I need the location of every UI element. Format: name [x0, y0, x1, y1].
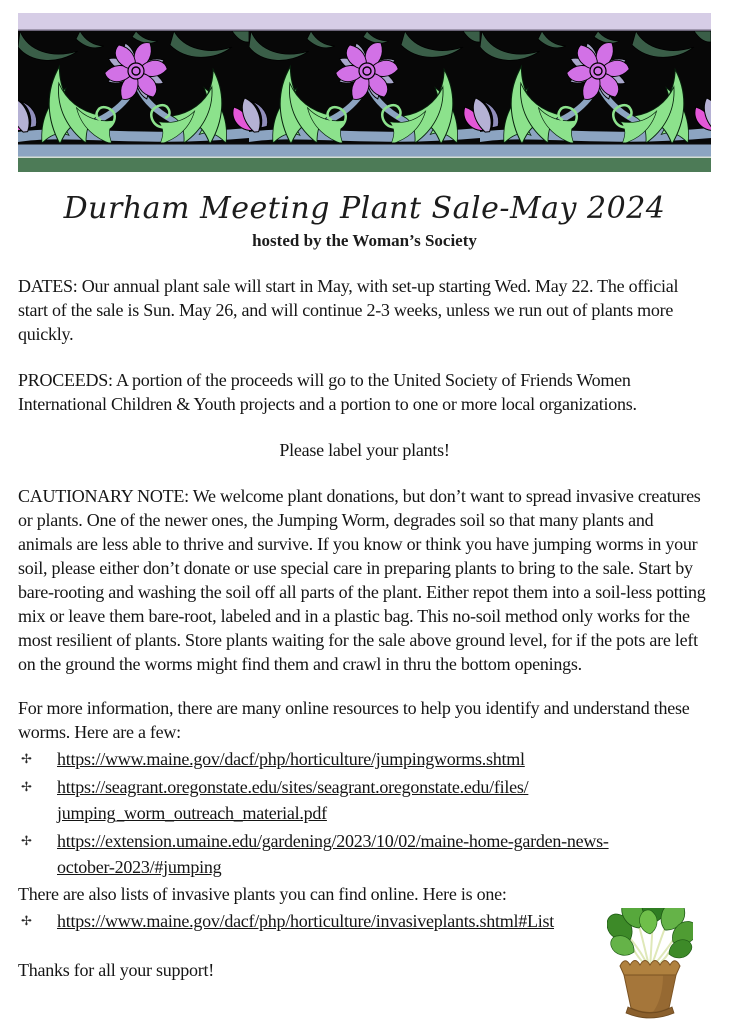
umaine-extension-link[interactable] — [57, 828, 711, 880]
list-item — [18, 746, 711, 772]
worm-resources-list — [18, 746, 711, 880]
list-item — [18, 828, 711, 880]
label-plants-note: Please label your plants! — [279, 440, 450, 460]
floral-border — [18, 13, 711, 172]
seagrant-oregonstate-link[interactable] — [57, 774, 711, 826]
link-text-continued: october-2023/#jumping — [57, 857, 222, 877]
page-subtitle: hosted by the Woman’s Society — [252, 231, 477, 250]
more-info-intro: For more information, there are many online resources to help you identify and understand these worms. Here are a few: — [18, 698, 690, 742]
potted-plant-icon — [607, 908, 693, 1020]
potted-plant-art — [607, 908, 693, 1020]
cautionary-note-paragraph: CAUTIONARY NOTE: We welcome plant donations, but don’t want to spread invasive creatures or plants. One of the newer ones, the Jumping Worm, degrades soil so that many plants and animals are less able to thrive and survive. If you know or think you have jumping worms in your soil, please either don’t donate or use special care in preparing plants to bring to the sale. Start by bare-rooting and washing the soil off all parts of the plant. Either repot them into a soil-less potting mix or leave them bare-root, labeled and in a plastic bag. This no-soil method only works for the most resilient of plants. Store plants waiting for the sale above ground level, for if the pots are left on the ground the worms might find them and crawl in thru the bottom openings. — [18, 486, 706, 674]
proceeds-paragraph: PROCEEDS: A portion of the proceeds will go to the United Society of Friends Women International Children & Youth projects and a portion to one or more local organizations. — [18, 370, 637, 414]
bullet-dingbat-icon: ✢ — [21, 914, 32, 929]
thanks-line: Thanks for all your support! — [18, 960, 214, 980]
page-title: Durham Meeting Plant Sale-May 2024 — [63, 191, 666, 226]
invasive-plants-intro: There are also lists of invasive plants you can find online. Here is one: — [18, 884, 507, 904]
link-text: https://seagrant.oregonstate.edu/sites/seagrant.oregonstate.edu/files/ — [57, 777, 529, 797]
link-text: https://www.maine.gov/dacf/php/horticulture/jumpingworms.shtml — [57, 749, 525, 769]
jumping-worms-maine-link[interactable] — [57, 746, 711, 772]
link-text-continued: jumping_worm_outreach_material.pdf — [57, 803, 327, 823]
bullet-dingbat-icon: ✢ — [21, 780, 32, 795]
floral-border-art — [18, 13, 711, 172]
link-text: https://extension.umaine.edu/gardening/2023/10/02/maine-home-garden-news- — [57, 831, 609, 851]
bullet-dingbat-icon: ✢ — [21, 834, 32, 849]
link-text: https://www.maine.gov/dacf/php/horticulture/invasiveplants.shtml#List — [57, 911, 555, 931]
list-item — [18, 774, 711, 826]
flyer-content — [0, 172, 729, 982]
dates-paragraph: DATES: Our annual plant sale will start in May, with set-up starting Wed. May 22. The official start of the sale is Sun. May 26, and will continue 2-3 weeks, unless we run out of plants more quickly. — [18, 276, 679, 344]
bullet-dingbat-icon: ✢ — [21, 752, 32, 767]
